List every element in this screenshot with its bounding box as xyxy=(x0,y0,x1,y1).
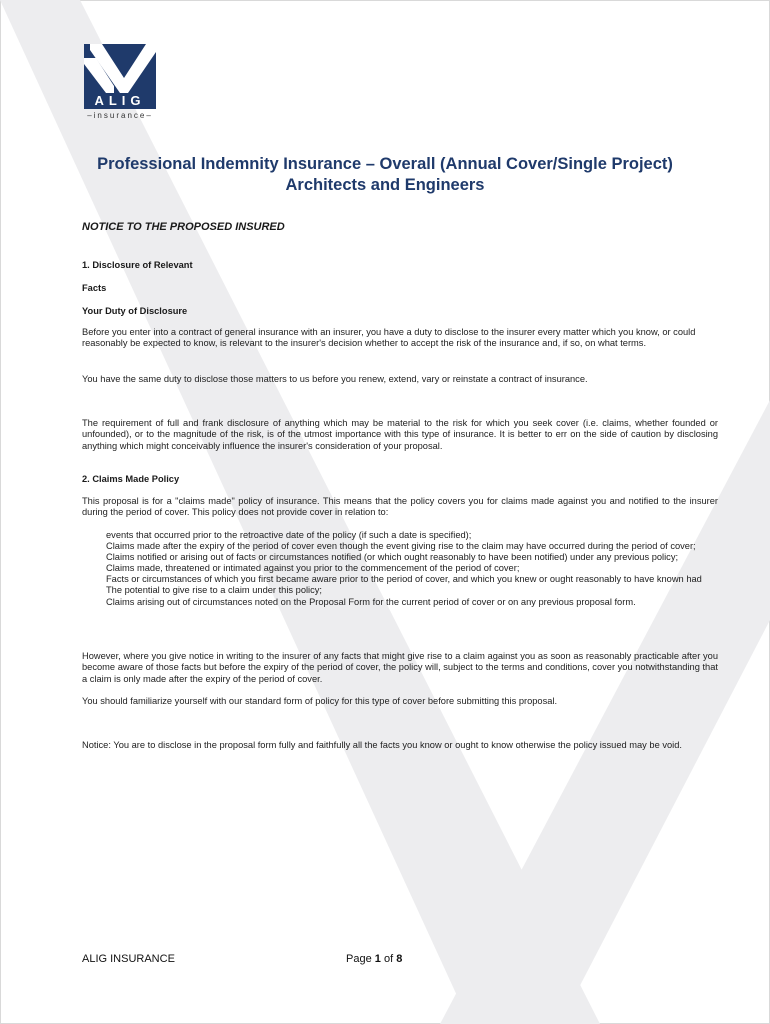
logo-wordmark: ALIG xyxy=(84,93,156,109)
paragraph-requirement: The requirement of full and frank disclosure of anything which may be material to the risk for which you seek cover (i.e. claims, whether founded or unfounded), or to the magnitude of the risk, is of the utmost importance with this type of insurance. It is better to err on the side of caution by disclosing anything which might conceivably influence the insurer's consideration of your proposal. xyxy=(82,418,718,451)
list-item: The potential to give rise to a claim under this policy; xyxy=(106,585,323,596)
list-item: Claims arising out of circumstances noted on the Proposal Form for the current period of cover or on any previous proposal form. xyxy=(106,596,636,607)
footer-company: ALIG INSURANCE xyxy=(82,953,175,965)
paragraph-same-duty: You have the same duty to disclose those matters to us before you renew, extend, vary or reinstate a contract of insurance. xyxy=(82,374,588,384)
paragraph-claims-made: This proposal is for a "claims made" policy of insurance. This means that the policy covers you for claims made against you and notified to the insurer during the period of cover. This policy does not provide cover in relation to: xyxy=(82,496,718,518)
title-line-2: Architects and Engineers xyxy=(285,176,485,194)
section-1-heading: 1. Disclosure of Relevant xyxy=(82,260,193,270)
list-item: events that occurred prior to the retroactive date of the policy (if such a date is specified); xyxy=(106,530,472,540)
facts-heading: Facts xyxy=(82,283,107,293)
list-item: Claims notified or arising out of facts or circumstances notified (or which ought reasonably to have been notified) under any previous policy; xyxy=(106,552,679,563)
page-separator: of xyxy=(383,953,394,965)
list-item: Facts or circumstances of which you first became aware prior to the period of cover, and which you knew or ought reasonably to have known had xyxy=(106,574,702,585)
exclusions-list xyxy=(106,530,718,608)
list-item: Claims made, threatened or intimated against you prior to the commencement of the period of cover; xyxy=(106,563,520,574)
paragraph-duty: Before you enter into a contract of general insurance with an insurer, you have a duty to disclose to the insurer every matter which you know, or could reasonably be expected to know, is relevant to the insurer's decision whether to accept the risk of the insurance and, if so, on what terms. xyxy=(82,327,696,349)
paragraph-however: However, where you give notice in writing to the insurer of any facts that might give rise to a claim against you as soon as reasonably practicable after you become aware of those facts but before the expiry of the period of cover, the policy will, subject to the terms and conditions, cover you notwithstanding that a claim is only made after the expiry of the period of cover. xyxy=(82,651,718,684)
page-number xyxy=(346,953,402,965)
section-2-heading: 2. Claims Made Policy xyxy=(82,474,180,484)
list-item: Claims made after the expiry of the period of cover even though the event giving rise to the claim may have occurred during the period of cover; xyxy=(106,541,696,552)
logo-tagline: –insurance– xyxy=(87,111,153,120)
logo-mark-icon xyxy=(84,44,156,93)
page-total: 8 xyxy=(396,953,403,965)
paragraph-familiarize: You should familiarize yourself with our standard form of policy for this type of cover before submitting this proposal. xyxy=(82,696,558,706)
page-prefix: Page xyxy=(346,953,372,965)
duty-heading: Your Duty of Disclosure xyxy=(82,306,188,316)
page-current: 1 xyxy=(374,953,381,965)
title-line-1: Professional Indemnity Insurance – Overall (Annual Cover/Single Project) xyxy=(97,155,673,173)
notice-heading: NOTICE TO THE PROPOSED INSURED xyxy=(82,221,285,233)
paragraph-notice: Notice: You are to disclose in the proposal form fully and faithfully all the facts you know or ought to know otherwise the policy issued may be void. xyxy=(82,740,682,750)
document-title xyxy=(40,154,730,196)
